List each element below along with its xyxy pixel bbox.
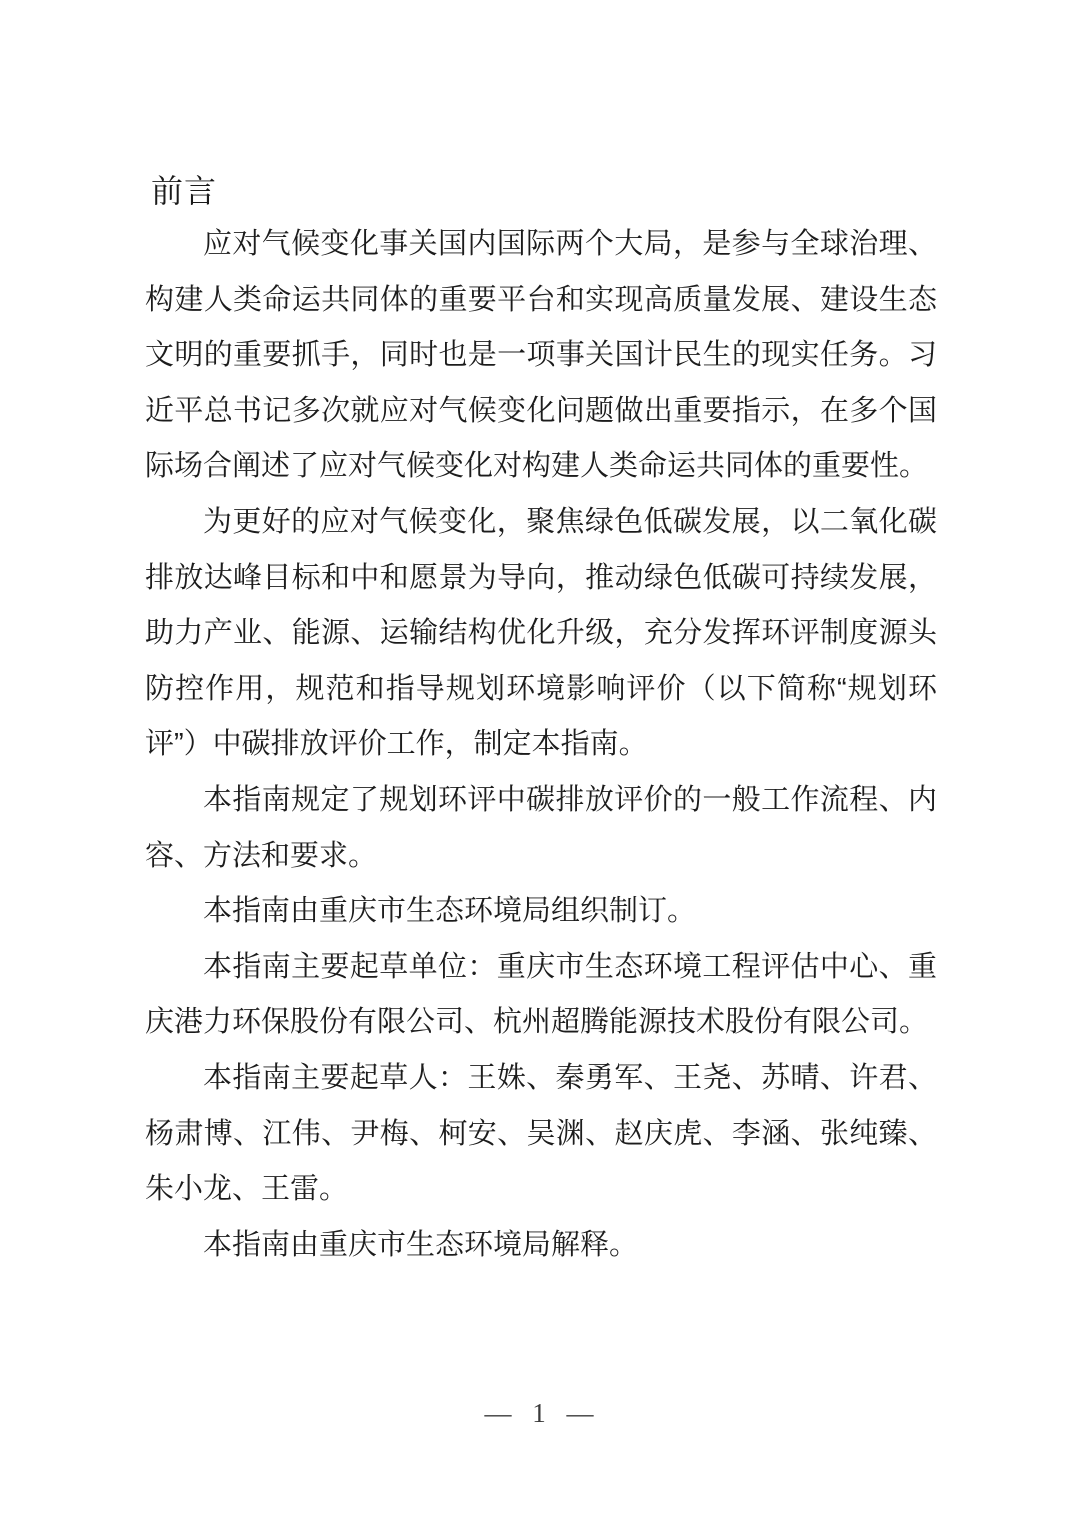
page-footer: — 1 — bbox=[484, 1398, 596, 1428]
paragraph: 为更好的应对气候变化，聚焦绿色低碳发展，以二氧化碳排放达峰目标和中和愿景为导向，推动绿色低碳可持续发展，助力产业、能源、运输结构优化升级，充分发挥环评制度源头防控作用，规范和指导规划环境影响评价（以下简称“规划环评”）中碳排放评价工作，制定本指南。 bbox=[145, 505, 937, 761]
document-body bbox=[145, 217, 937, 1273]
paragraph: 本指南由重庆市生态环境局组织制订。 bbox=[203, 895, 697, 928]
paragraph: 应对气候变化事关国内国际两个大局，是参与全球治理、构建人类命运共同体的重要平台和实现高质量发展、建设生态文明的重要抓手，同时也是一项事关国计民生的现实任务。习近平总书记多次就应对气候变化问题做出重要指示，在多个国际场合阐述了应对气候变化对构建人类命运共同体的重要性。 bbox=[145, 228, 937, 483]
paragraph: 本指南规定了规划环评中碳排放评价的一般工作流程、内容、方法和要求。 bbox=[145, 783, 937, 872]
document-title: 前言 bbox=[151, 173, 218, 209]
paragraph: 本指南由重庆市生态环境局解释。 bbox=[203, 1228, 639, 1261]
paragraph: 本指南主要起草人：王姝、秦勇军、王尧、苏晴、许君、杨肃博、江伟、尹梅、柯安、吴渊、赵庆虎、李涵、张纯臻、朱小龙、王雷。 bbox=[145, 1061, 937, 1206]
paragraph: 本指南主要起草单位：重庆市生态环境工程评估中心、重庆港力环保股份有限公司、杭州超腾能源技术股份有限公司。 bbox=[145, 950, 937, 1039]
